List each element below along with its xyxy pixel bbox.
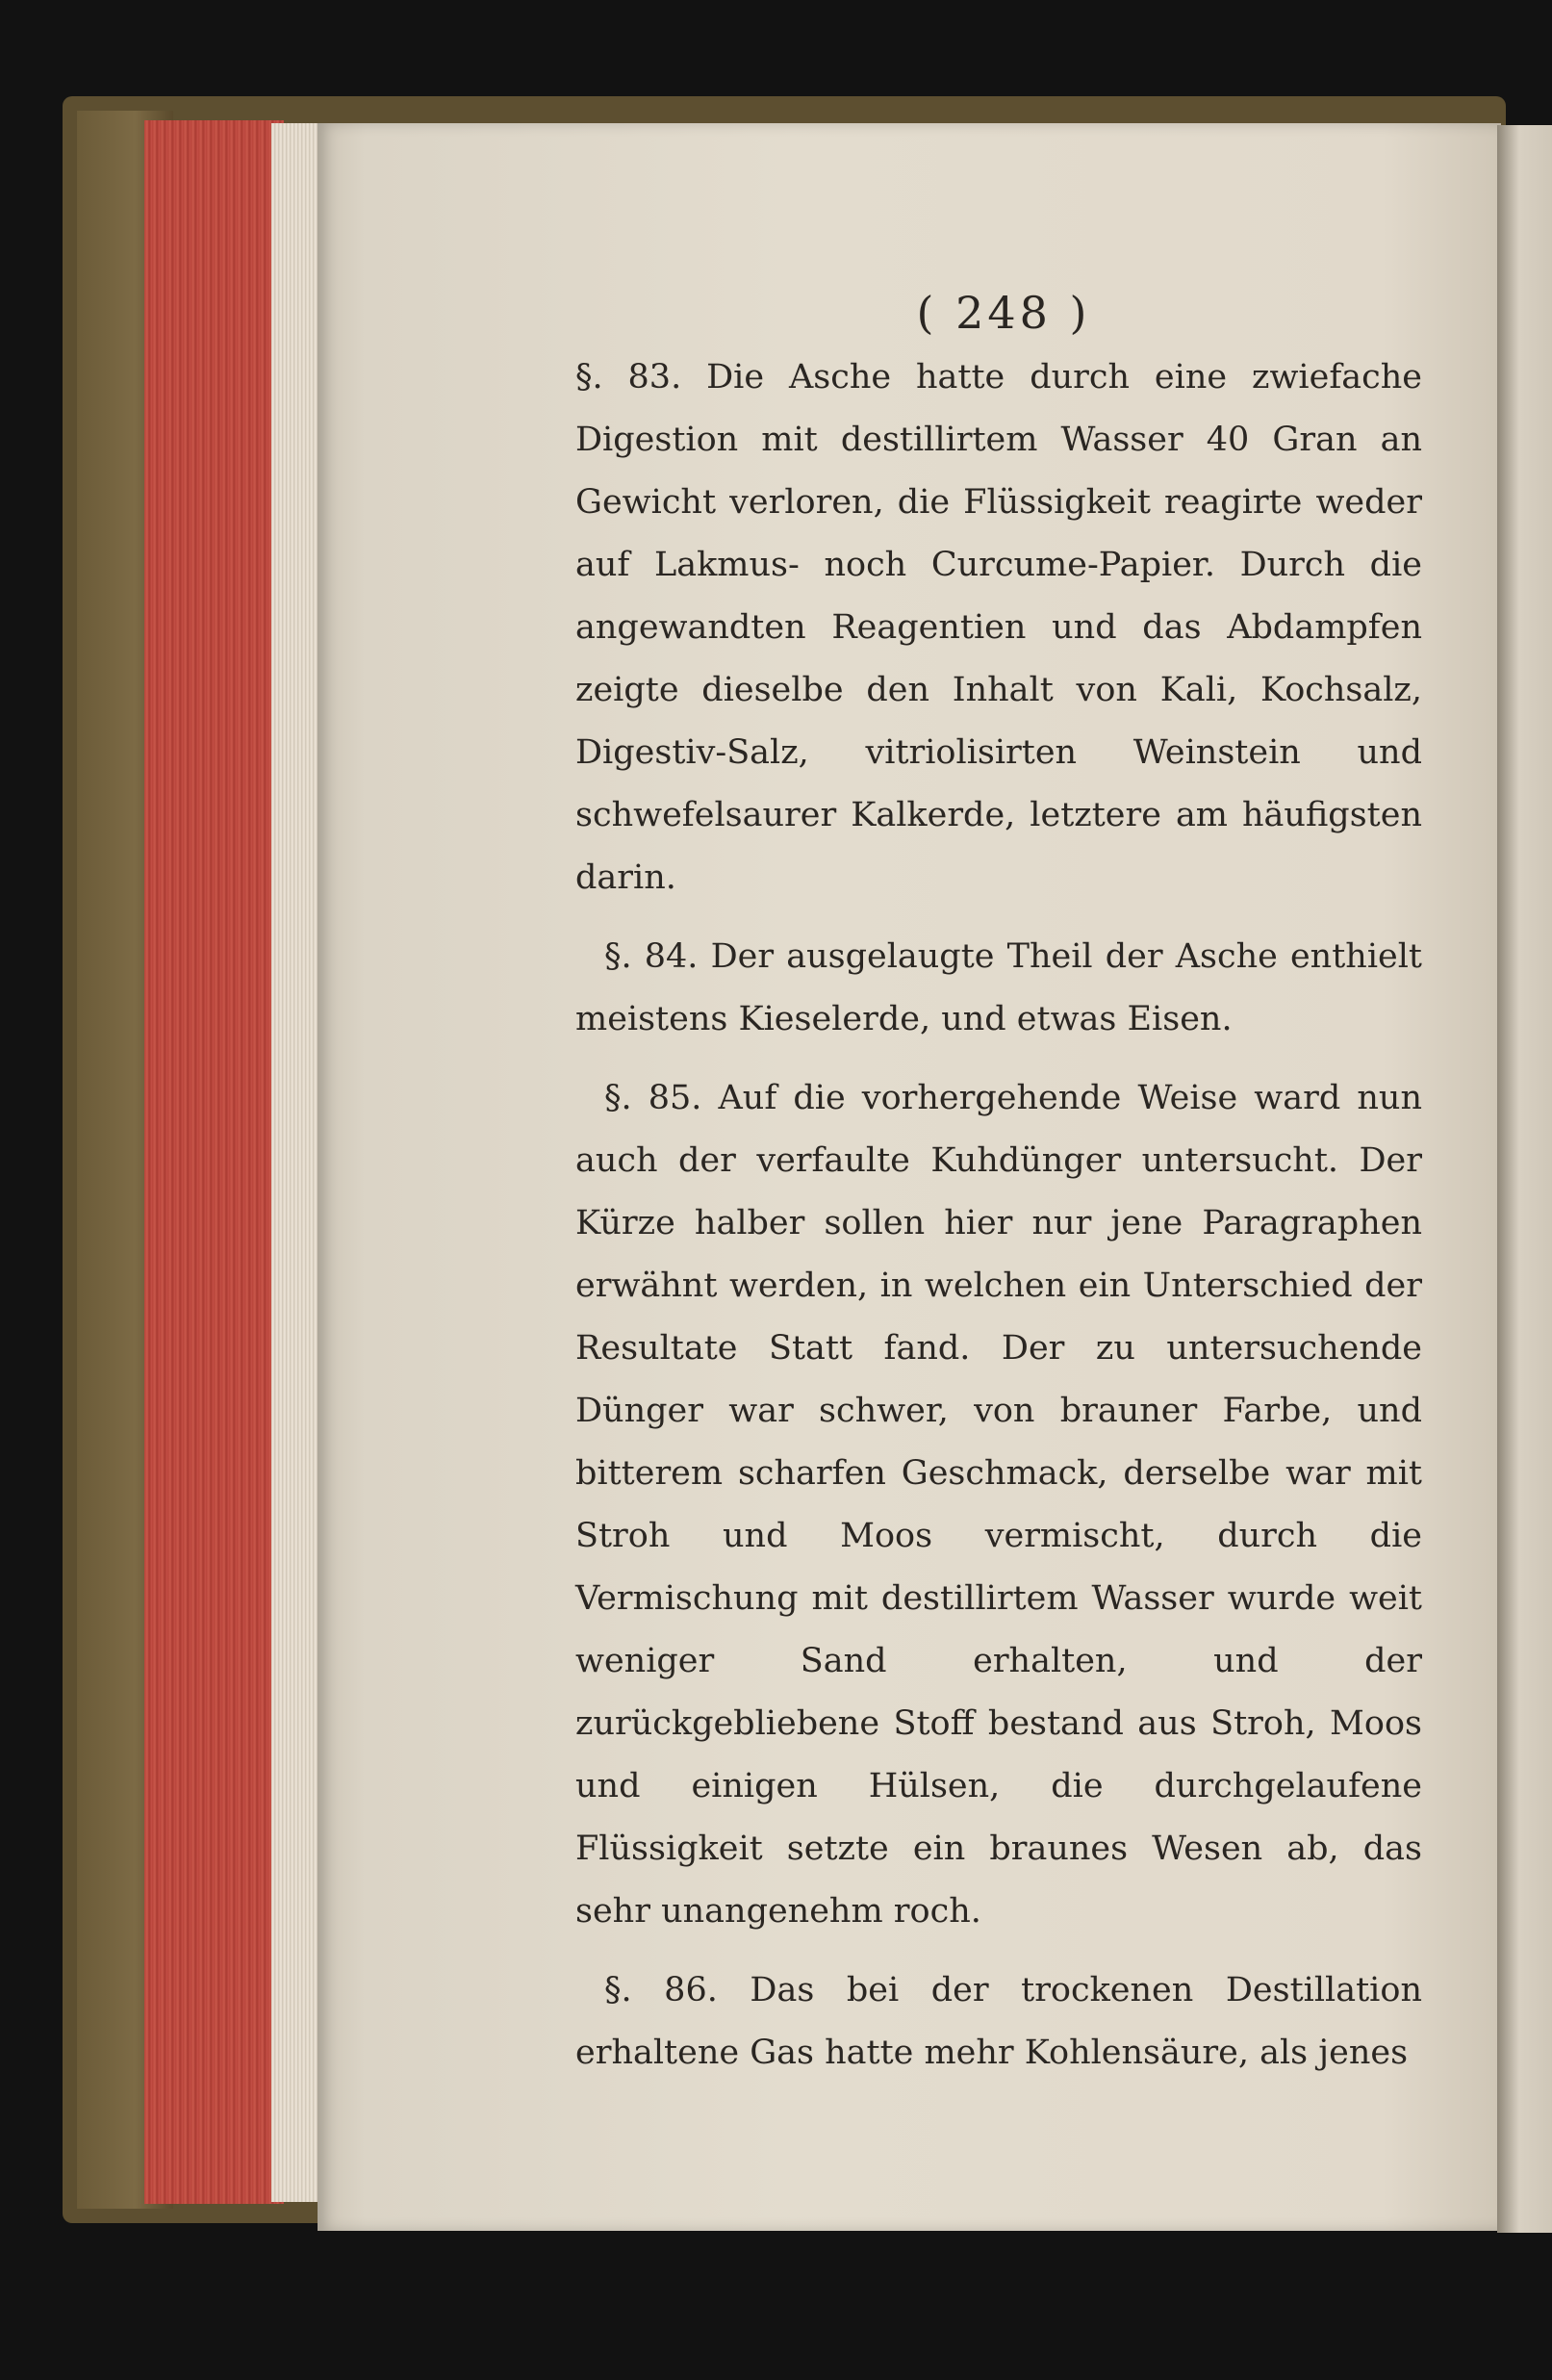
page-number: ( 248 ) xyxy=(916,287,1091,339)
paragraph-83: §. 83. Die Asche hatte durch eine zwiefache Digestion mit destillirtem Wasser 40 Gran an Gewicht verloren, die Flüssigkeit reagirte weder auf Lakmus- noch Curcume-Papier. Durch die angewandten Reagentien und das Abdampfen zeigte dieselbe den Inhalt von Kali, Kochsalz, Digestiv-Salz, vitriolisirten Weinstein und schwefelsaurer Kalkerde, letztere am häufigsten darin. xyxy=(575,358,1422,897)
paragraph-84: §. 84. Der ausgelaugte Theil der Asche enthielt meistens Kieselerde, und etwas Eisen. xyxy=(575,937,1422,1038)
paragraph-86: §. 86. Das bei der trockenen Destillation erhaltene Gas hatte mehr Kohlensäure, als jenes xyxy=(575,1971,1422,2072)
red-page-edges xyxy=(144,120,284,2204)
facing-page-edge xyxy=(1497,125,1552,2233)
page-text xyxy=(575,279,1422,2085)
paragraph-85: §. 85. Auf die vorhergehende Weise ward nun auch der verfaulte Kuhdünger untersucht. Der Kürze halber sollen hier nur jene Paragraphen erwähnt werden, in welchen ein Unterschied der Resultate Statt fand. Der zu untersuchende Dünger war schwer, von brauner Farbe, und bitterem scharfen Geschmack, derselbe war mit Stroh und Moos vermischt, durch die Vermischung mit destillirtem Wasser wurde weit weniger Sand erhalten, und der zurückgebliebene Stoff bestand aus Stroh, Moos und einigen Hülsen, die durchgelaufene Flüssigkeit setzte ein braunes Wesen ab, das sehr unangenehm roch. xyxy=(575,1079,1422,1931)
